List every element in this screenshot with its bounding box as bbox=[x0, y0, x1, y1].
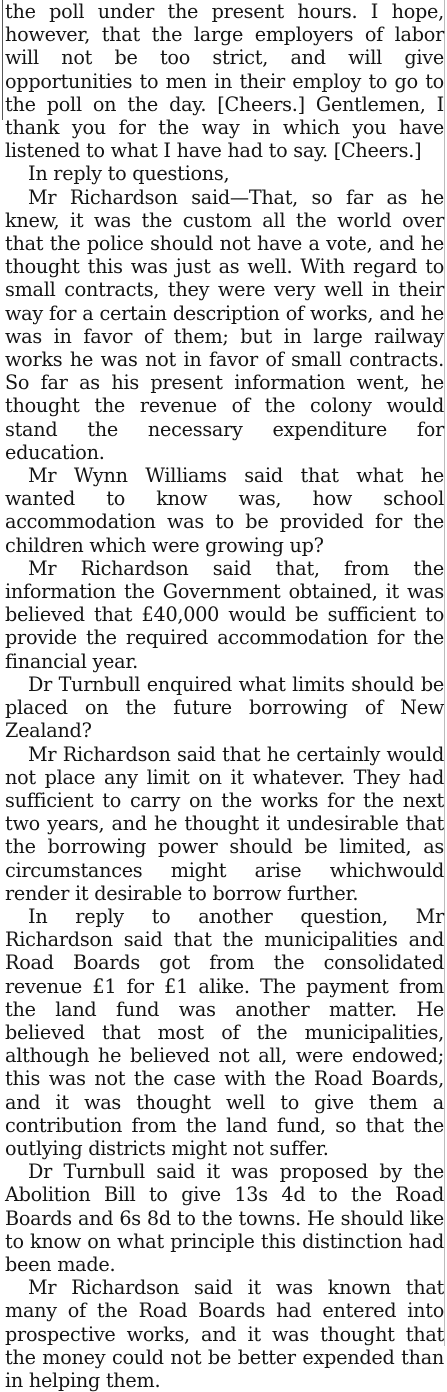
article-paragraph: Mr Richardson said that, from the information the Government obtained, it was believed that £40,000 would be sufficient to provide the required accommodation for the financial year. bbox=[5, 556, 444, 673]
article-paragraph: Mr Wynn Williams said that what he wanted to know was, how school accommodation was to be provided for the children which were growing up? bbox=[5, 464, 444, 557]
article-paragraph: Mr Richardson said—That, so far as he knew, it was the custom all the world over that the police should not have a vote, and he thought this was just as well. With regard to small contracts, they were very well in their way for a certain description of works, and he was in favor of them; but in large railway works he was not in favor of small contracts. So far as his present information went, he thought the revenue of the colony would stand the necessary expenditure for education. bbox=[5, 185, 444, 464]
article-paragraph: In reply to questions, bbox=[28, 162, 230, 186]
column-rule-right bbox=[444, 0, 445, 1346]
column-rule-left bbox=[2, 0, 3, 120]
article-paragraph: Mr Richardson said it was known that many of the Road Boards had entered into prospective works, and it was thought that the money could not be better expended than in helping them. bbox=[5, 1276, 444, 1392]
article-paragraph: Mr Richardson said that he certainly would not place any limit on it whatever. They had sufficient to carry on the works for the next two years, and he thought it undesirable that the borrowing power should be limited, as circumstances might arise whichwould render it desirable to borrow further. bbox=[5, 742, 444, 905]
article-paragraph-continued: the poll under the present hours. I hope, however, that the large employers of labor will not be too strict, and will give opportunities to men in their employ to go to the poll on the day. [Cheers.] Gentlemen, I thank you for the way in which you have listened to what I have had to say. [Cheers.] bbox=[5, 0, 444, 163]
article-paragraph: Dr Turnbull said it was proposed by the Abolition Bill to give 13s 4d to the Road Boards and 6s 8d to the towns. He should like to know on what principle this distinction had been made. bbox=[5, 1160, 444, 1276]
newspaper-column bbox=[5, 0, 444, 1392]
article-paragraph: In reply to another question, Mr Richardson said that the municipalities and Road Boards got from the consolidated revenue £1 for £1 alike. The payment from the land fund was another matter. He believed that most of the municipalities, although he believed not all, were endowed; this was not the case with the Road Boards, and it was thought well to give them a contribution from the land fund, so that the outlying districts might not suffer. bbox=[5, 904, 444, 1160]
article-paragraph: Dr Turnbull enquired what limits should be placed on the future borrowing of New Zealand? bbox=[5, 672, 444, 743]
